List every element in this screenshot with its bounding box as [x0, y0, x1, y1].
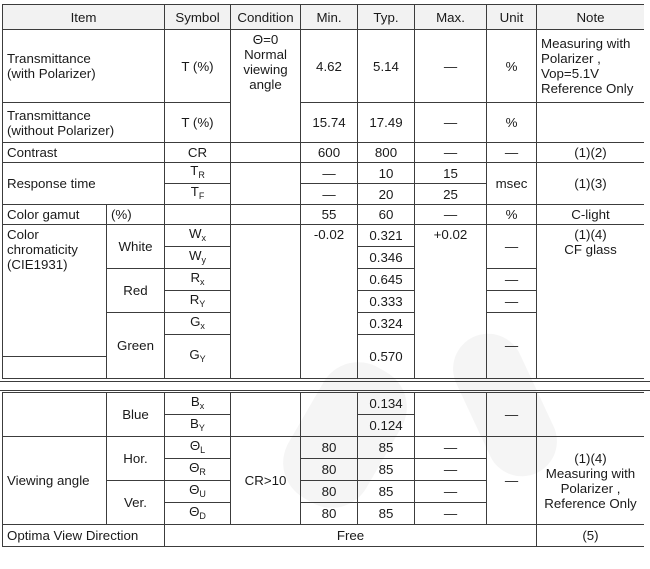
optical-spec-table-continued — [2, 392, 644, 547]
condition-cell — [231, 393, 301, 437]
unit-cell: — — [487, 313, 537, 379]
condition-cell — [231, 205, 301, 225]
max-cell: — — [415, 205, 487, 225]
note-cell: (1)(3) — [537, 163, 645, 205]
note-chromaticity: (1)(4) CF glass — [537, 225, 645, 379]
unit-cell: — — [487, 269, 537, 291]
min-cell: 80 — [301, 437, 358, 459]
page-break-line — [0, 381, 650, 382]
item-color-gamut: Color gamut — [3, 205, 107, 225]
typ-cell: 85 — [358, 437, 415, 459]
min-cell: 600 — [301, 143, 358, 163]
note-cell — [537, 393, 645, 437]
symbol-cell: T (%) — [165, 103, 231, 143]
min-cell: 15.74 — [301, 103, 358, 143]
max-cell: — — [415, 143, 487, 163]
typ-cell: 17.49 — [358, 103, 415, 143]
note-cell — [537, 103, 645, 143]
min-cell: 80 — [301, 503, 358, 525]
condition-cell — [231, 143, 301, 163]
min-cell: 4.62 — [301, 30, 358, 103]
note-cell: C-light — [537, 205, 645, 225]
header-unit: Unit — [487, 5, 537, 30]
item-optima-view-direction: Optima View Direction — [3, 525, 165, 547]
min-cell: 80 — [301, 481, 358, 503]
item-transmittance-no-polarizer: Transmittance (without Polarizer) — [3, 103, 165, 143]
table-row — [3, 143, 645, 163]
typ-cell: 0.321 — [358, 225, 415, 247]
header-symbol: Symbol — [165, 5, 231, 30]
condition-cell — [231, 163, 301, 205]
table-row — [3, 525, 645, 547]
min-cell — [301, 393, 358, 437]
unit-cell: — — [487, 143, 537, 163]
condition-cell — [231, 225, 301, 379]
typ-cell: 85 — [358, 459, 415, 481]
typ-cell: 85 — [358, 503, 415, 525]
symbol-cell: $G_Y$ — [165, 335, 231, 379]
typ-cell: 0.346 — [358, 247, 415, 269]
item-viewing-angle: Viewing angle — [3, 437, 107, 525]
typ-cell: 60 — [358, 205, 415, 225]
symbol-cell: $G_x$ — [165, 313, 231, 335]
symbol-cell: $\Theta_L$ — [165, 437, 231, 459]
symbol-cell — [165, 205, 231, 225]
unit-cell: % — [487, 103, 537, 143]
table-header-row — [3, 5, 645, 30]
typ-cell: 0.134 — [358, 393, 415, 415]
max-cell: 15 — [415, 163, 487, 184]
unit-cell: — — [487, 393, 537, 437]
unit-cell: % — [487, 30, 537, 103]
item-contrast: Contrast — [3, 143, 165, 163]
condition-normal-viewing: Θ=0 Normal viewing angle — [231, 30, 301, 143]
table-row — [3, 393, 645, 415]
gamut-subunit: (%) — [107, 205, 165, 225]
symbol-cell: $R_x$ — [165, 269, 231, 291]
max-cell: — — [415, 503, 487, 525]
table-row — [3, 30, 645, 103]
table-row — [3, 225, 645, 247]
chroma-red-label: Red — [107, 269, 165, 313]
symbol-cell: $\Theta_D$ — [165, 503, 231, 525]
item-cell — [3, 393, 107, 437]
max-cell — [415, 393, 487, 437]
chroma-green-label: Green — [107, 313, 165, 379]
chroma-white-label: White — [107, 225, 165, 269]
typ-cell: 0.124 — [358, 415, 415, 437]
typ-cell: 800 — [358, 143, 415, 163]
min-cell: 80 — [301, 459, 358, 481]
table-row — [3, 163, 645, 184]
typ-cell: 85 — [358, 481, 415, 503]
max-cell: — — [415, 30, 487, 103]
min-cell: — — [301, 184, 358, 205]
typ-cell: 0.645 — [358, 269, 415, 291]
unit-cell: msec — [487, 163, 537, 205]
header-item: Item — [3, 5, 165, 30]
symbol-cell: $\Theta_R$ — [165, 459, 231, 481]
symbol-cell: $W_x$ — [165, 225, 231, 247]
page-break-line — [0, 390, 650, 391]
max-cell: — — [415, 103, 487, 143]
table-row — [3, 205, 645, 225]
note-viewing-angle: (1)(4) Measuring with Polarizer , Reference Only — [537, 437, 645, 525]
symbol-cell: $T_F$ — [165, 184, 231, 205]
header-max: Max. — [415, 5, 487, 30]
typ-cell: 5.14 — [358, 30, 415, 103]
unit-cell: — — [487, 291, 537, 313]
chroma-max: +0.02 — [415, 225, 487, 379]
min-cell: — — [301, 163, 358, 184]
max-cell: — — [415, 459, 487, 481]
condition-cr: CR>10 — [231, 437, 301, 525]
max-cell: — — [415, 437, 487, 459]
unit-cell: — — [487, 437, 537, 525]
symbol-cell: $B_x$ — [165, 393, 231, 415]
table-row — [3, 437, 645, 459]
header-condition: Condition — [231, 5, 301, 30]
min-cell: 55 — [301, 205, 358, 225]
optima-value: Free — [165, 525, 537, 547]
viewing-hor-label: Hor. — [107, 437, 165, 481]
optical-spec-table — [2, 4, 644, 379]
typ-cell: 0.324 — [358, 313, 415, 335]
chroma-min: -0.02 — [301, 225, 358, 379]
max-cell: — — [415, 481, 487, 503]
typ-cell: 20 — [358, 184, 415, 205]
max-cell: 25 — [415, 184, 487, 205]
spec-table-top-fragment — [2, 4, 644, 381]
item-transmittance-polarizer: Transmittance (with Polarizer) — [3, 30, 165, 103]
item-color-chromaticity: Color chromaticity (CIE1931) — [3, 225, 107, 357]
unit-cell: % — [487, 205, 537, 225]
note-cell: (5) — [537, 525, 645, 547]
note-cell: (1)(2) — [537, 143, 645, 163]
header-min: Min. — [301, 5, 358, 30]
viewing-ver-label: Ver. — [107, 481, 165, 525]
typ-cell: 0.570 — [358, 335, 415, 379]
note-transmittance: Measuring with Polarizer , Vop=5.1V Reference Only — [537, 30, 645, 103]
typ-cell: 10 — [358, 163, 415, 184]
spec-table-bottom-fragment — [2, 392, 644, 565]
symbol-cell: $B_Y$ — [165, 415, 231, 437]
table-row — [3, 103, 645, 143]
symbol-cell: T (%) — [165, 30, 231, 103]
item-response-time: Response time — [3, 163, 165, 205]
header-note: Note — [537, 5, 645, 30]
symbol-cell: $R_Y$ — [165, 291, 231, 313]
typ-cell: 0.333 — [358, 291, 415, 313]
symbol-cell: $W_y$ — [165, 247, 231, 269]
symbol-cell: $\Theta_U$ — [165, 481, 231, 503]
chroma-continued-cell — [3, 357, 107, 379]
header-typ: Typ. — [358, 5, 415, 30]
chroma-blue-label: Blue — [107, 393, 165, 437]
unit-cell: — — [487, 225, 537, 269]
symbol-cell: CR — [165, 143, 231, 163]
symbol-cell: $T_R$ — [165, 163, 231, 184]
